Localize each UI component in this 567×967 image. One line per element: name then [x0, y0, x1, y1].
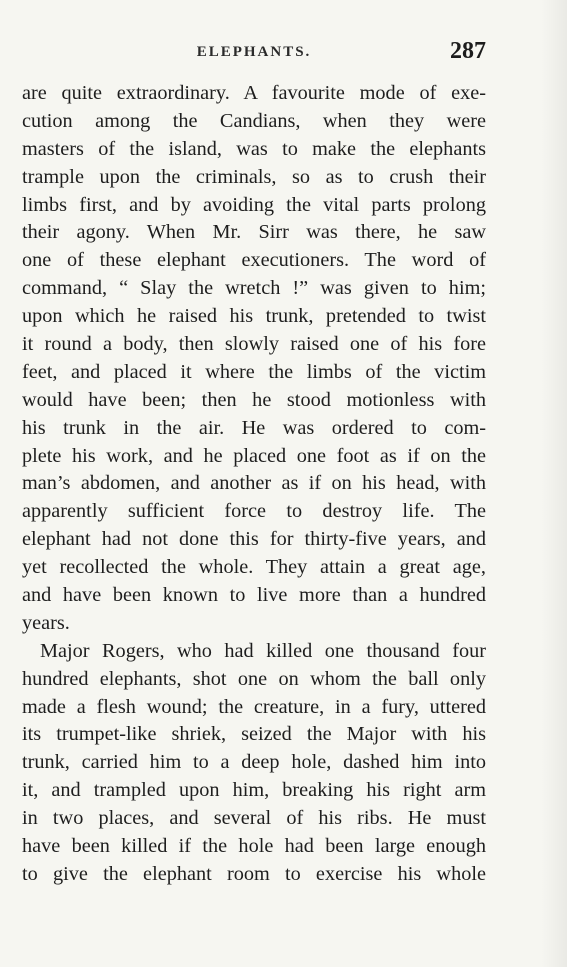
text-line: have been killed if the hole had been large enough [22, 835, 486, 858]
text-line: apparently sufficient force to destroy life. The [22, 500, 486, 523]
text-line: trample upon the criminals, so as to crush their [22, 165, 486, 188]
text-line: it, and trampled upon him, breaking his right arm [22, 779, 486, 802]
text-line: man’s abdomen, and another as if on his head, with [22, 472, 486, 495]
text-line: his trunk in the air. He was ordered to com- [22, 416, 486, 439]
text-line: limbs first, and by avoiding the vital parts prolong [22, 193, 486, 216]
text-line: one of these elephant executioners. The word of [22, 249, 486, 272]
text-line: its trumpet-like shriek, seized the Major with his [22, 723, 486, 746]
text-line: feet, and placed it where the limbs of the victim [22, 360, 486, 383]
text-line: masters of the island, was to make the elephants [22, 137, 486, 160]
text-line: command, “ Slay the wretch !” was given to him; [22, 277, 486, 300]
text-line: elephant had not done this for thirty-five years, and [22, 528, 486, 551]
text-line: are quite extraordinary. A favourite mode of exe- [22, 82, 486, 104]
text-line: plete his work, and he placed one foot as if on the [22, 444, 486, 467]
running-title: ELEPHANTS. [196, 44, 312, 60]
text-line: years. [22, 611, 70, 634]
text-line: cution among the Candians, when they were [22, 109, 486, 132]
text-line: their agony. When Mr. Sirr was there, he saw [22, 221, 486, 244]
text-line: upon which he raised his trunk, pretended to twist [22, 305, 486, 328]
running-head [22, 40, 486, 70]
text-line: in two places, and several of his ribs. He must [22, 807, 486, 830]
text-line: to give the elephant room to exercise his whole [22, 862, 486, 885]
text-line: Major Rogers, who had killed one thousand four [40, 639, 486, 662]
text-line: trunk, carried him to a deep hole, dashed him into [22, 751, 486, 774]
page-number: 287 [450, 38, 486, 64]
page-edge-shadow [541, 0, 567, 967]
text-line: hundred elephants, shot one on whom the ball only [22, 667, 486, 690]
body-text [22, 80, 486, 889]
text-line: made a flesh wound; the creature, in a fury, uttered [22, 695, 486, 718]
text-line: it round a body, then slowly raised one of his fore [22, 333, 486, 356]
text-line: would have been; then he stood motionless with [22, 388, 486, 411]
text-line: and have been known to live more than a hundred [22, 584, 486, 607]
text-line: yet recollected the whole. They attain a great age, [22, 556, 486, 579]
